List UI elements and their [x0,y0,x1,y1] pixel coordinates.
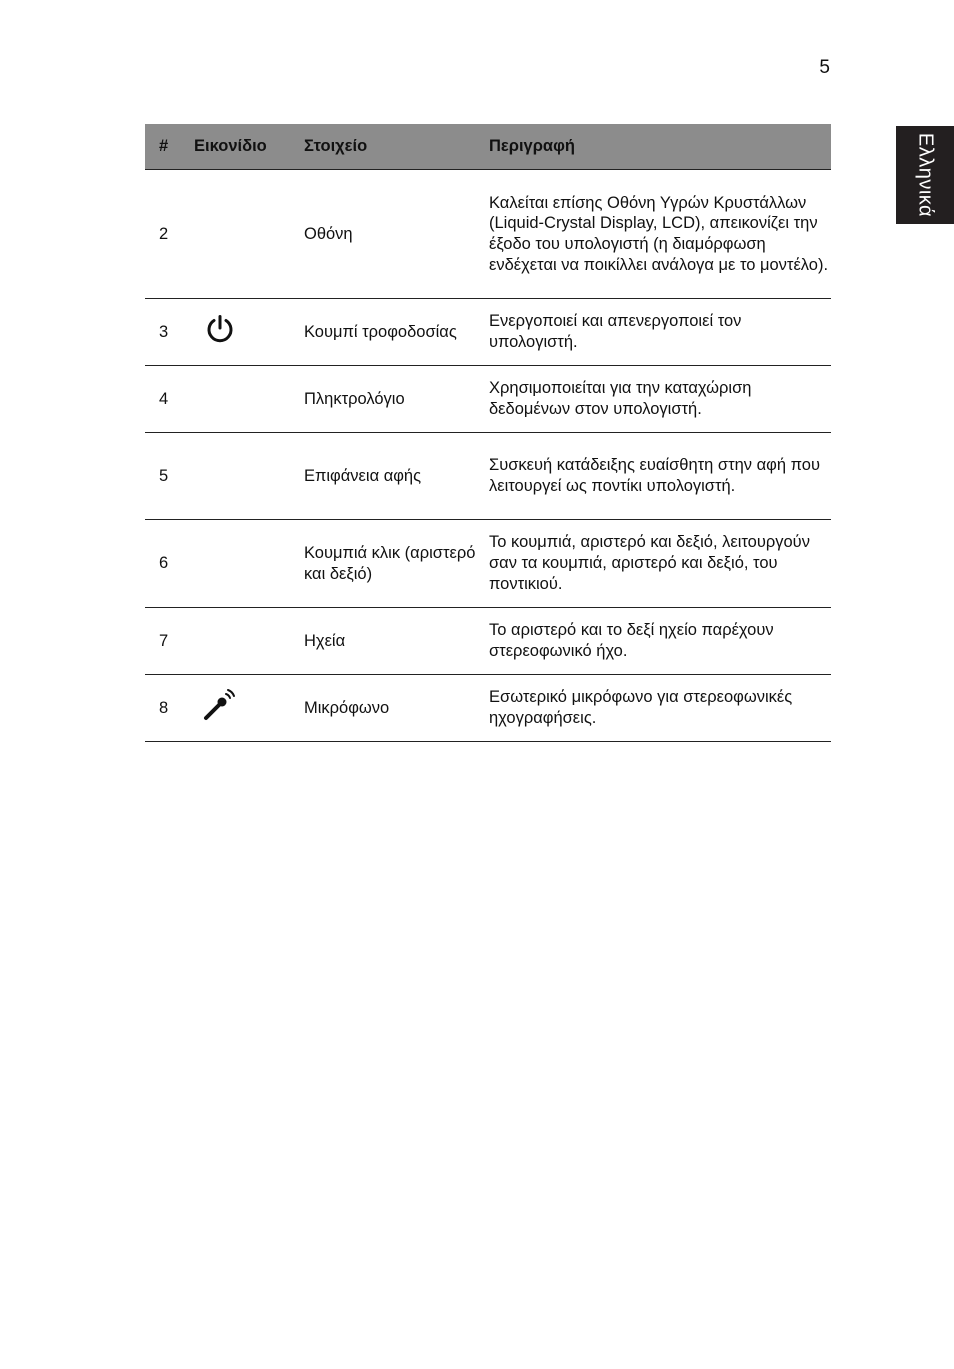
table-row [145,433,831,520]
table-header-row [145,124,831,170]
components-table [145,124,831,742]
row-icon-cell [194,608,304,675]
row-number: 4 [145,366,194,433]
row-description: Εσωτερικό μικρόφωνο για στερεοφωνικές ηχογραφήσεις. [489,675,831,742]
header-icon: Εικονίδιο [194,124,304,170]
microphone-icon [200,686,238,730]
row-item: Μικρόφωνο [304,675,489,742]
row-number: 7 [145,608,194,675]
language-tab [896,126,954,224]
row-icon-cell [194,299,304,366]
language-tab-label: Ελληνικά [914,132,937,218]
row-item: Ηχεία [304,608,489,675]
row-item: Κουμπιά κλικ (αριστερό και δεξιό) [304,520,489,608]
row-item: Επιφάνεια αφής [304,433,489,520]
table-row [145,608,831,675]
row-icon-cell [194,675,304,742]
row-icon-cell [194,366,304,433]
row-item: Κουμπί τροφοδοσίας [304,299,489,366]
row-icon-cell [194,520,304,608]
header-item: Στοιχείο [304,124,489,170]
row-number: 5 [145,433,194,520]
row-number: 3 [145,299,194,366]
row-item: Πληκτρολόγιο [304,366,489,433]
header-description: Περιγραφή [489,124,831,170]
row-number: 6 [145,520,194,608]
table-row [145,366,831,433]
row-description: Το κουμπιά, αριστερό και δεξιό, λειτουργούν σαν τα κουμπιά, αριστερό και δεξιό, του ποντικιού. [489,520,831,608]
page-number: 5 [819,57,830,78]
table-row [145,520,831,608]
row-number: 8 [145,675,194,742]
row-description: Το αριστερό και το δεξί ηχείο παρέχουν στερεοφωνικό ήχο. [489,608,831,675]
row-icon-cell [194,433,304,520]
header-number: # [145,124,194,170]
table-row [145,170,831,299]
row-item: Οθόνη [304,170,489,299]
power-icon [204,313,236,351]
row-description: Ενεργοποιεί και απενεργοποιεί τον υπολογιστή. [489,299,831,366]
table-row [145,299,831,366]
row-icon-cell [194,170,304,299]
row-description: Καλείται επίσης Οθόνη Υγρών Κρυστάλλων (Liquid-Crystal Display, LCD), απεικονίζει την έξοδο του υπολογιστή (η διαμόρφωση ενδέχεται να ποικίλλει ανάλογα με το μοντέλο). [489,170,831,299]
row-number: 2 [145,170,194,299]
row-description: Χρησιμοποιείται για την καταχώριση δεδομένων στον υπολογιστή. [489,366,831,433]
row-description: Συσκευή κατάδειξης ευαίσθητη στην αφή που λειτουργεί ως ποντίκι υπολογιστή. [489,433,831,520]
table-row [145,675,831,742]
